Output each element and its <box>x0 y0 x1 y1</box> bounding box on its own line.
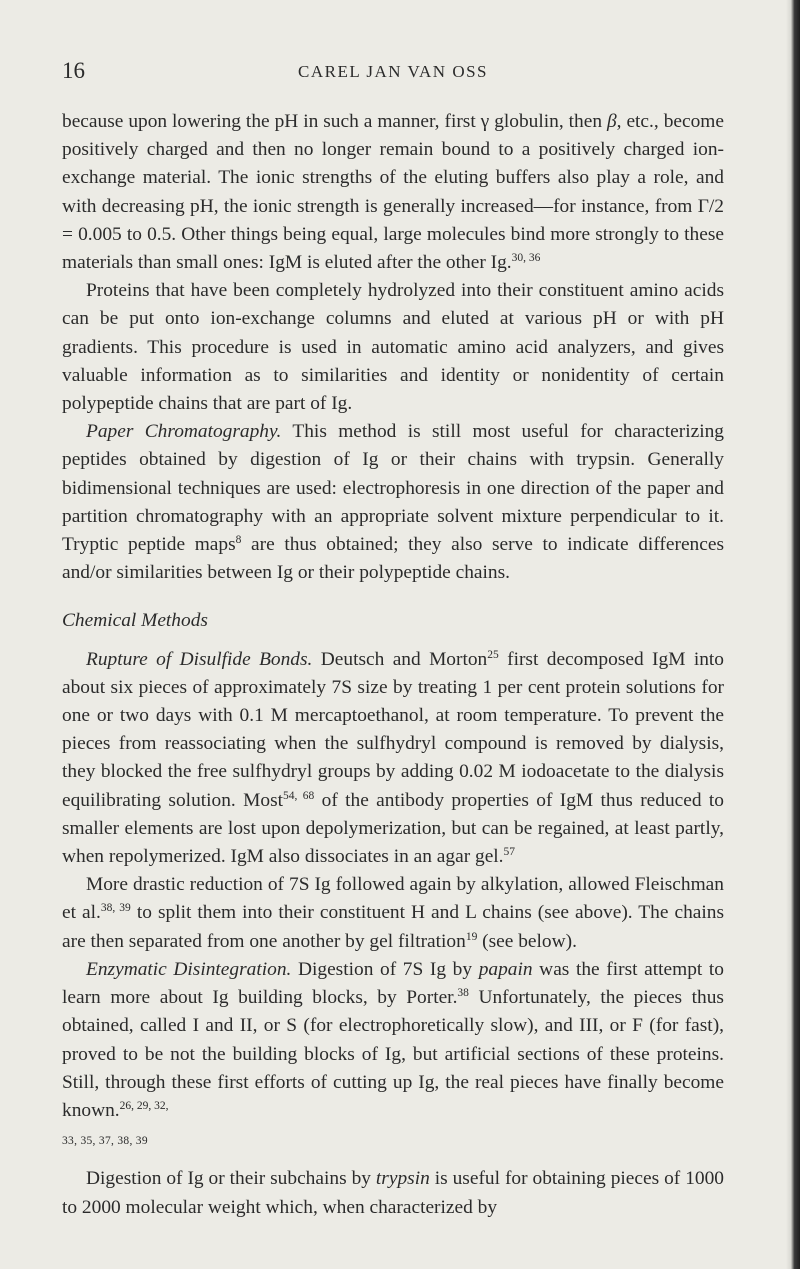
paragraph-enzymatic-disintegration: Enzymatic Disintegration. Digestion of 7S Ig by papain was the first attempt to learn more about Ig building blocks, by Porter.$^{38}$ Unfortunately, the pieces thus obtained, called I and II, or S (for electrophoretically slow), and III, or F (for fast), proved to be not the building blocks of Ig, but artificial sections of these proteins. Still, through these first efforts of cutting up Ig, the real pieces have finally become known.$^{26, 29, 32,}$ 33, 35, 37, 38, 39 <box>62 958 724 1148</box>
citation: 54, 68 <box>283 789 315 802</box>
citation: 8 <box>235 534 242 547</box>
citation: 38, 39 <box>100 902 131 915</box>
subsection-title: Paper Chromatography. <box>86 421 282 443</box>
paragraph-trypsin-digestion: Digestion of Ig or their subchains by trypsin is useful for obtaining pieces of 1000 to 2000 molecular weight which, when characterized by <box>62 1168 724 1218</box>
citation: 25 <box>487 648 499 661</box>
page-header <box>62 58 724 88</box>
paragraph-drastic-reduction: More drastic reduction of 7S Ig followed again by alkylation, allowed Fleischman et al.$^{38, 39}$ to split them into their constituent H and L chains (see above). The chains are then separated from one another by gel filtration$^{19}$ (see below). <box>62 874 725 952</box>
paragraph-ion-exchange-elution: because upon lowering the pH in such a manner, first γ globulin, then β, etc., become positively charged and then no longer remain bound to a positively charged ion-exchange material. The ionic strengths of the eluting buffers also play a role, and with decreasing pH, the ionic strength is generally increased—for instance, from Γ/2 = 0.005 to 0.5. Other things being equal, large molecules bind more strongly to these materials than small ones: IgM is eluted after the other Ig.$^{30, 36}$ <box>62 111 724 274</box>
page-number: 16 <box>62 58 85 83</box>
citation: 57 <box>503 846 516 859</box>
citation: 30, 36 <box>511 252 541 265</box>
section-heading: Chemical Methods <box>62 610 208 632</box>
paragraph-disulfide-rupture: Rupture of Disulfide Bonds. Deutsch and Morton$^{25}$ first decomposed IgM into about six pieces of approximately 7S size by treating 1 per cent protein solutions for one or two days with 0.1 M mercaptoethanol, at room temperature. To prevent the pieces from reassociating when the sulfhydryl compound is removed by dialysis, they blocked the free sulfhydryl groups by adding 0.02 M iodoacetate to the dialysis equilibrating solution. Most$^{54, 68}$ of the antibody properties of IgM thus reduced to smaller elements are lost upon depolymerization, but can be regained, at least partly, when repolymerized. IgM also dissociates in an agar gel.$^{57}$ <box>62 648 724 868</box>
paragraph-paper-chromatography: Paper Chromatography. This method is still most useful for characterizing peptides obtained by digestion of Ig or their chains with trypsin. Generally bidimensional techniques are used: electrophoresis in one direction of the paper and partition chromatography with an appropriate solvent mixture perpendicular to it. Tryptic peptide maps$^8$ are thus obtained; they also serve to indicate differences and/or similarities between Ig or their polypeptide chains. <box>62 421 725 584</box>
subsection-title: Enzymatic Disintegration. <box>86 958 292 980</box>
running-head: CAREL JAN VAN OSS <box>297 62 489 81</box>
citation: 19 <box>465 930 478 943</box>
citation: 38 <box>457 987 469 1000</box>
citation: 26, 29, 32, <box>119 1099 169 1112</box>
page-edge-shadow <box>786 0 800 1269</box>
citation-continued: 33, 35, 37, 38, 39 <box>62 1135 148 1148</box>
paragraph-amino-acid-analysis: Proteins that have been completely hydrolyzed into their constituent amino acids can be put onto ion-exchange columns and eluted at various pH or with pH gradients. This procedure is used in automatic amino acid analyzers, and gives valuable information as to similarities and identity or nonidentity of certain polypeptide chains that are part of Ig. <box>62 280 724 415</box>
subsection-title: Rupture of Disulfide Bonds. <box>86 648 313 670</box>
body-text <box>62 108 724 1222</box>
